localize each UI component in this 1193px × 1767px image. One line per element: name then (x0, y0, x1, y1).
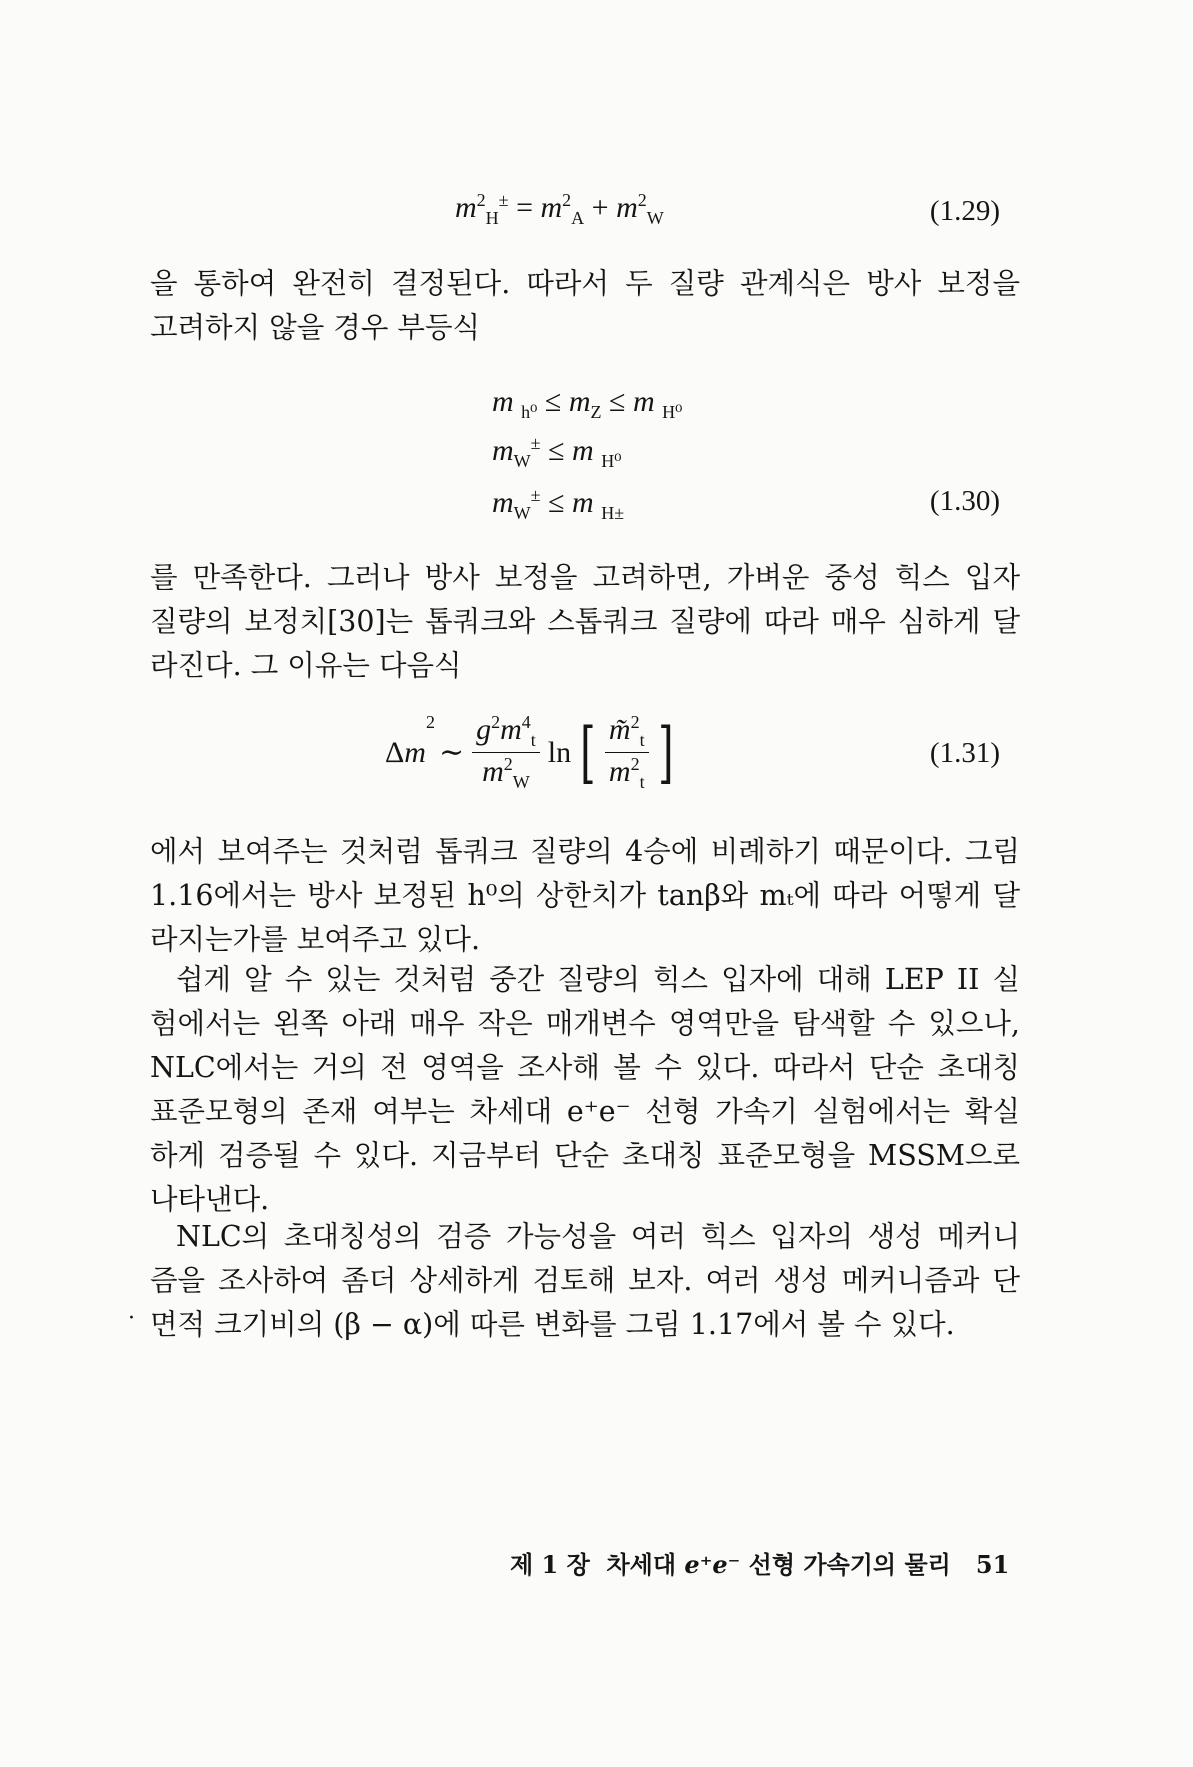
paragraph-line: 를 만족한다. 그러나 방사 보정을 고려하면, 가벼운 중성 힉스 입자 (150, 561, 1020, 594)
paragraph-line: 면적 크기비의 (β − α)에 따른 변화를 그림 1.17에서 볼 수 있다. (150, 1308, 955, 1341)
paragraph-line: 라진다. 그 이유는 다음식 (150, 649, 462, 682)
equation-1-31: Δ m 2 ∼ $\frac{g^2m^4_t}{m^2_W}$ ln [ $\frac{m̃^2_t}{m^2_t}$ ] (385, 712, 678, 793)
equation-1-30-row-1: m $_{h^0} \le m_Z \le m$ $_{H^0}$ (492, 385, 683, 422)
running-footer (510, 1545, 1009, 1580)
equation-number-1-30: (1.30) (929, 485, 1000, 517)
paragraph-line: 즘을 조사하여 좀더 상세하게 검토해 보자. 여러 생성 메커니즘과 단 (150, 1264, 1020, 1297)
paragraph-2 (150, 556, 1020, 688)
paragraph-line: 라지는가를 보여주고 있다. (150, 923, 481, 956)
equation-number-1-31: (1.31) (929, 737, 1000, 769)
paragraph-line: NLC의 초대칭성의 검증 가능성을 여러 힉스 입자의 생성 메커니 (176, 1220, 1020, 1253)
paragraph-line: 험에서는 왼쪽 아래 매우 작은 매개변수 영역만을 탐색할 수 있으나, (150, 1007, 1020, 1040)
mass-fraction: $\frac{g^2m^4_t}{m^2_W}$ (472, 712, 540, 793)
paragraph-line: 표준모형의 존재 여부는 차세대 e⁺e⁻ 선형 가속기 실험에서는 확실 (150, 1095, 1020, 1128)
footer-title-post: 선형 가속기의 물리 (748, 1550, 951, 1579)
paragraph-5 (150, 1215, 1020, 1347)
log-argument-bracket (575, 712, 678, 793)
paragraph-3 (150, 830, 1020, 962)
margin-mark: · (128, 1306, 135, 1331)
equation-number-1-29: (1.29) (929, 195, 1000, 227)
paragraph-4 (150, 958, 1020, 1222)
page-number: 51 (975, 1550, 1010, 1579)
paragraph-1 (150, 262, 1020, 350)
log-argument-fraction: $\frac{m̃^2_t}{m^2_t}$ (605, 712, 649, 793)
left-bracket: [ (580, 713, 596, 791)
equation-1-30-row-3: $m_W^\pm \le m$ $_{H\pm}$ (492, 485, 625, 523)
paragraph-line: 쉽게 알 수 있는 것처럼 중간 질량의 힉스 입자에 대해 LEP II 실 (176, 963, 1020, 996)
paragraph-line: 하게 검증될 수 있다. 지금부터 단순 초대칭 표준모형을 MSSM으로 (150, 1139, 1020, 1172)
footer-title-ee: e⁺e⁻ (684, 1550, 741, 1579)
equation-1-29: $m^2_H^\pm = m^2_A + m^2_W$ (455, 190, 664, 228)
paragraph-line: 을 통하여 완전히 결정된다. 따라서 두 질량 관계식은 방사 보정을 (150, 267, 1020, 300)
paragraph-line: 나타낸다. (150, 1183, 270, 1216)
paragraph-line: 1.16에서는 방사 보정된 h⁰의 상한치가 tanβ와 mₜ에 따라 어떻게 달 (150, 879, 1020, 912)
paragraph-line: 에서 보여주는 것처럼 톱쿼크 질량의 4승에 비례하기 때문이다. 그림 (150, 835, 1020, 868)
footer-chapter: 제 1 장 (510, 1550, 590, 1579)
paragraph-line: NLC에서는 거의 전 영역을 조사해 볼 수 있다. 따라서 단순 초대칭 (150, 1051, 1020, 1084)
right-bracket: ] (657, 713, 674, 791)
paragraph-line: 질량의 보정치[30]는 톱쿼크와 스톱쿼크 질량에 따라 매우 심하게 달 (150, 605, 1020, 638)
footer-title-pre: 차세대 (606, 1550, 677, 1579)
paragraph-line: 고려하지 않을 경우 부등식 (150, 311, 481, 344)
equation-1-30-row-2: $m_W^\pm \le m$ $_{H^0}$ (492, 433, 622, 471)
